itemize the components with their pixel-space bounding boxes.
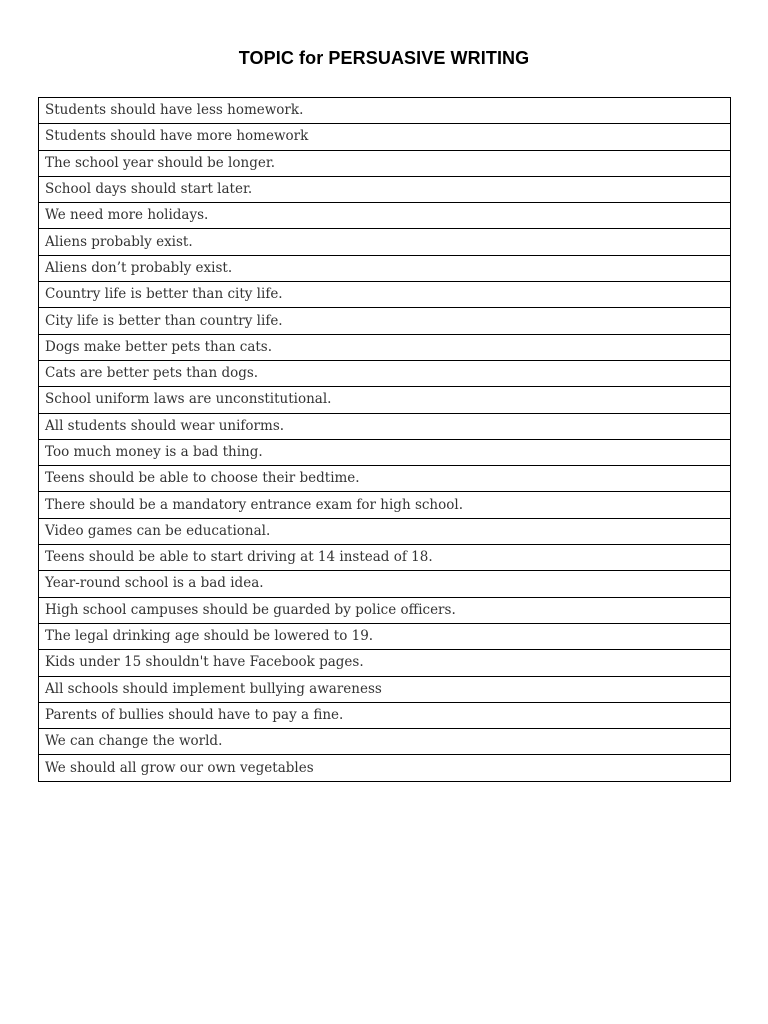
topic-cell: Dogs make better pets than cats. <box>39 334 731 360</box>
topic-cell: We can change the world. <box>39 729 731 755</box>
table-row <box>39 282 731 308</box>
topic-cell: School days should start later. <box>39 176 731 202</box>
topic-cell: Country life is better than city life. <box>39 282 731 308</box>
table-row <box>39 623 731 649</box>
table-row <box>39 597 731 623</box>
topic-cell: We should all grow our own vegetables <box>39 755 731 781</box>
table-row <box>39 334 731 360</box>
topic-cell: High school campuses should be guarded by police officers. <box>39 597 731 623</box>
table-row <box>39 650 731 676</box>
topic-cell: The legal drinking age should be lowered to 19. <box>39 623 731 649</box>
topic-cell: Aliens don’t probably exist. <box>39 255 731 281</box>
topics-table-body <box>39 98 731 782</box>
topic-cell: Aliens probably exist. <box>39 229 731 255</box>
table-row <box>39 439 731 465</box>
table-row <box>39 308 731 334</box>
topic-cell: Students should have more homework <box>39 124 731 150</box>
topic-cell: Kids under 15 shouldn't have Facebook pages. <box>39 650 731 676</box>
topic-cell: Cats are better pets than dogs. <box>39 360 731 386</box>
table-row <box>39 255 731 281</box>
table-row <box>39 755 731 781</box>
topic-cell: Teens should be able to choose their bedtime. <box>39 466 731 492</box>
table-row <box>39 360 731 386</box>
topic-cell: All schools should implement bullying awareness <box>39 676 731 702</box>
topic-cell: School uniform laws are unconstitutional. <box>39 387 731 413</box>
topic-cell: All students should wear uniforms. <box>39 413 731 439</box>
topic-cell: Too much money is a bad thing. <box>39 439 731 465</box>
table-row <box>39 229 731 255</box>
table-row <box>39 676 731 702</box>
table-row <box>39 518 731 544</box>
table-row <box>39 203 731 229</box>
topic-cell: We need more holidays. <box>39 203 731 229</box>
topics-table <box>38 97 731 782</box>
table-row <box>39 98 731 124</box>
table-row <box>39 545 731 571</box>
table-row <box>39 571 731 597</box>
table-row <box>39 176 731 202</box>
table-row <box>39 492 731 518</box>
topic-cell: City life is better than country life. <box>39 308 731 334</box>
table-row <box>39 466 731 492</box>
page-title: TOPIC for PERSUASIVE WRITING <box>238 48 530 68</box>
topic-cell: Year-round school is a bad idea. <box>39 571 731 597</box>
table-row <box>39 702 731 728</box>
table-row <box>39 150 731 176</box>
table-row <box>39 413 731 439</box>
topic-cell: Video games can be educational. <box>39 518 731 544</box>
topic-cell: There should be a mandatory entrance exam for high school. <box>39 492 731 518</box>
topic-cell: The school year should be longer. <box>39 150 731 176</box>
table-row <box>39 387 731 413</box>
topic-cell: Students should have less homework. <box>39 98 731 124</box>
table-row <box>39 729 731 755</box>
topic-cell: Teens should be able to start driving at 14 instead of 18. <box>39 545 731 571</box>
topic-cell: Parents of bullies should have to pay a fine. <box>39 702 731 728</box>
table-row <box>39 124 731 150</box>
